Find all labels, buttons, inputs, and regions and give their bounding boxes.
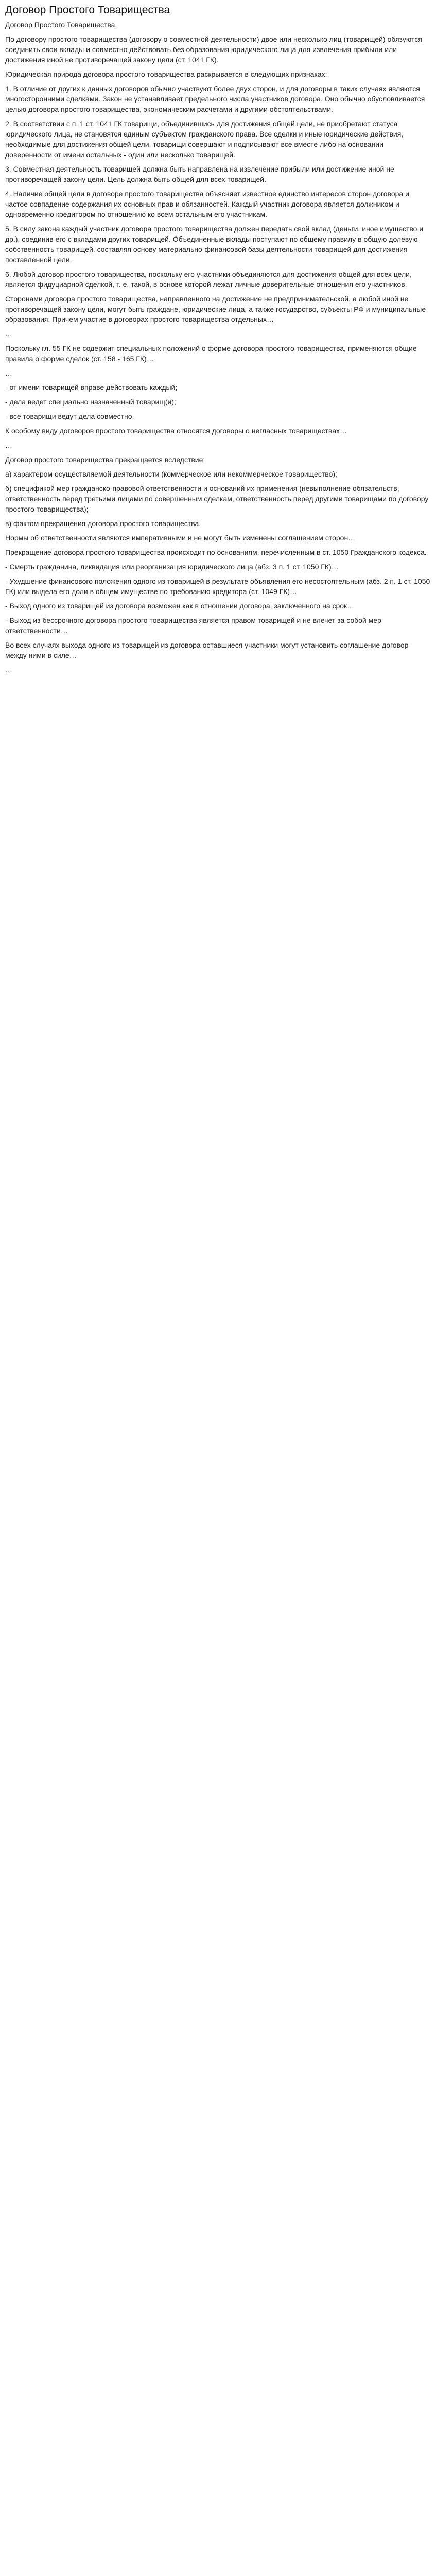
paragraph: Прекращение договора простого товарищества происходит по основаниям, перечисленным в ст. 1050 Гражданского кодекса.	[5, 548, 427, 556]
paragraph: …	[5, 441, 12, 449]
paragraph: а) характером осуществляемой деятельности (коммерческое или некоммерческое товарищество);	[5, 470, 337, 478]
paragraph: б) спецификой мер гражданско-правовой ответственности и оснований их применения (невыполнение обязательств, ответственность перед третьими лицами по совершенным сделкам, ответственность перед другими товарищами по договору простого товарищества);	[5, 484, 429, 513]
paragraph: - Ухудшение финансового положения одного из товарищей в результате объявления его несостоятельным (абз. 2 п. 1 ст. 1050 ГК) или выдела его доли в общем имуществе по требованию кредитора (ст. 1049 ГК)…	[5, 577, 430, 596]
paragraph: По договору простого товарищества (договору о совместной деятельности) двое или несколько лиц (товарищей) обязуются соединить свои вклады и совместно действовать без образования юридического лица для извлечения прибыли или достижения иной не противоречащей закону цели (ст. 1041 ГК).	[5, 35, 422, 64]
document-body	[5, 34, 431, 675]
paragraph: - Выход одного из товарищей из договора возможен как в отношении договора, заключенного на срок…	[5, 602, 355, 610]
paragraph: 3. Совместная деятельность товарищей должна быть направлена на извлечение прибыли или достижение иной не противоречащей закону цели. Цель должна быть общей для всех товарищей.	[5, 165, 394, 183]
document-subheading: Договор Простого Товарищества.	[5, 21, 117, 29]
document-title: Договор Простого Товарищества	[5, 4, 170, 16]
paragraph: Во всех случаях выхода одного из товарищей из договора оставшиеся участники могут установить соглашение договор между ними в силе…	[5, 641, 409, 659]
paragraph: …	[5, 666, 12, 674]
paragraph: …	[5, 369, 12, 377]
paragraph: К особому виду договоров простого товарищества относятся договоры о негласных товариществах…	[5, 427, 347, 435]
paragraph: Нормы об ответственности являются императивными и не могут быть изменены соглашением сторон…	[5, 534, 356, 542]
paragraph: 6. Любой договор простого товарищества, поскольку его участники объединяются для достижения общей для всех цели, является фидуциарной сделкой, т. е. такой, в основе которой лежат личные доверительные отношения его участников.	[5, 270, 412, 289]
paragraph: 5. В силу закона каждый участник договора простого товарищества должен передать свой вклад (деньги, иное имущество и др.), соединив его с вкладами других товарищей. Объединенные вклады поступают по общему правилу в общую долевую собственность товарищей, составляя основу материально-финансовой базы деятельности товарищей для достижения поставленной цели.	[5, 225, 424, 264]
paragraph: 1. В отличие от других к данных договоров обычно участвуют более двух сторон, и для договоры в таких случаях являются многосторонними сделками. Закон не устанавливает предельного числа участников договора. Оно обычно обусловливается целью договора простого товарищества, экономическим расчетами и другими обстоятельствами.	[5, 84, 425, 113]
paragraph: - Выход из бессрочного договора простого товарищества является правом товарищей и не влечет за собой мер ответственности…	[5, 616, 381, 635]
paragraph: - от имени товарищей вправе действовать каждый;	[5, 383, 178, 392]
paragraph: 4. Наличие общей цели в договоре простого товарищества объясняет известное единство интересов сторон договора и частое совпадение содержания их основных прав и обязанностей. Каждый участник договора является должником и одновременно кредитором по отношению ко всем остальным его участникам.	[5, 190, 409, 218]
paragraph: Юридическая природа договора простого товарищества раскрывается в следующих признаках:	[5, 70, 327, 78]
paragraph: - Смерть гражданина, ликвидация или реорганизация юридического лица (абз. 3 п. 1 ст. 1050 ГК)…	[5, 563, 339, 571]
paragraph: Сторонами договора простого товарищества, направленного на достижение не предпринимательской, а любой иной не противоречащей закону цели, могут быть граждане, юридические лица, а также государство, субъекты РФ и муниципальные образования. Причем участие в договорах простого товарищества отдельных…	[5, 295, 426, 324]
paragraph: 2. В соответствии с п. 1 ст. 1041 ГК товарищи, объединившись для достижения общей цели, не приобретают статуса юридического лица, не становятся единым субъектом гражданского права. Все сделки и иные юридические действия, необходимые для достижения общей цели, товарищи совершают и подписывают все вместе либо на основании доверенности от имени остальных - один или несколько товарищей.	[5, 120, 404, 159]
document	[0, 0, 436, 687]
paragraph: Поскольку гл. 55 ГК не содержит специальных положений о форме договора простого товарищества, применяются общие правила о форме сделок (ст. 158 - 165 ГК)…	[5, 344, 417, 363]
paragraph: в) фактом прекращения договора простого товарищества.	[5, 519, 201, 528]
paragraph: Договор простого товарищества прекращается вследствие:	[5, 455, 205, 464]
paragraph: …	[5, 330, 12, 338]
paragraph: - дела ведет специально назначенный товарищ(и);	[5, 398, 176, 406]
paragraph: - все товарищи ведут дела совместно.	[5, 412, 134, 420]
